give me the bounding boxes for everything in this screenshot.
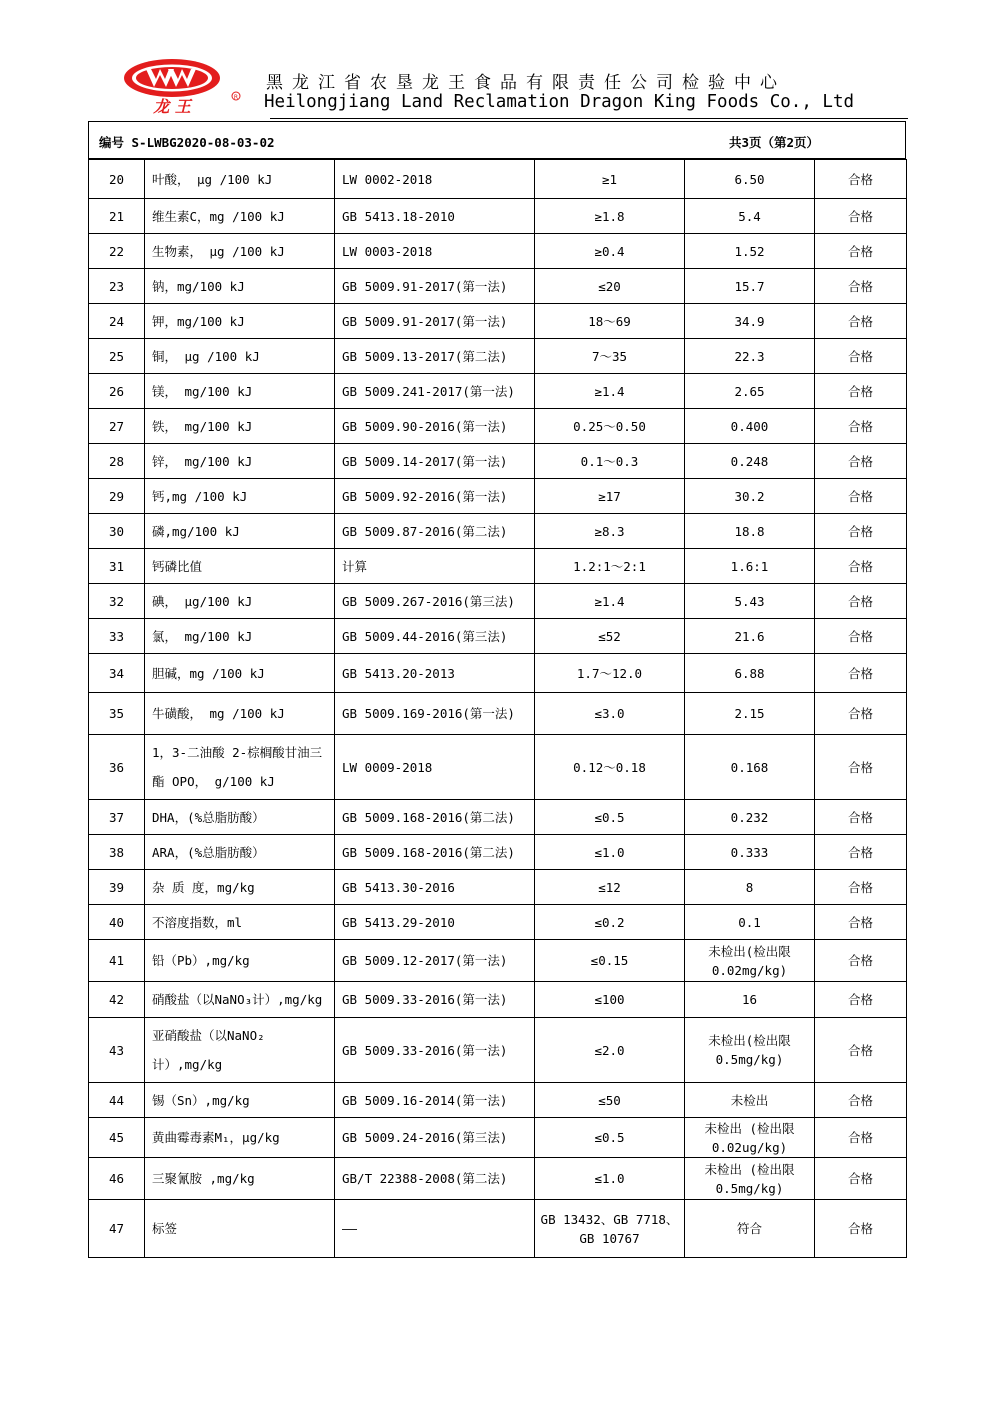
test-method-cell: GB 5413.30-2016 xyxy=(335,870,535,905)
test-item-cell: 三聚氰胺 ,mg/kg xyxy=(145,1158,335,1200)
table-row xyxy=(89,549,907,584)
test-results-body xyxy=(89,160,907,1258)
test-method-cell: GB 5009.91-2017(第一法) xyxy=(335,269,535,304)
conclusion-cell: 合格 xyxy=(815,339,907,374)
logo-text: 龙 王 xyxy=(153,97,191,116)
row-number-cell: 26 xyxy=(89,374,145,409)
conclusion-cell: 合格 xyxy=(815,549,907,584)
report-info-bar xyxy=(88,121,906,159)
test-item-cell: 生物素， μg /100 kJ xyxy=(145,234,335,269)
test-item-cell: 磷,mg/100 kJ xyxy=(145,514,335,549)
test-result-cell: 30.2 xyxy=(685,479,815,514)
company-name-english: Heilongjiang Land Reclamation Dragon King Foods Co., Ltd xyxy=(264,92,855,112)
table-row xyxy=(89,735,907,800)
table-row xyxy=(89,584,907,619)
standard-requirement-cell: ≤0.2 xyxy=(535,905,685,940)
conclusion-cell: 合格 xyxy=(815,940,907,982)
standard-requirement-cell: ≤20 xyxy=(535,269,685,304)
table-row xyxy=(89,1200,907,1258)
test-item-cell: 锡（Sn）,mg/kg xyxy=(145,1083,335,1118)
table-row xyxy=(89,479,907,514)
table-row xyxy=(89,870,907,905)
test-item-cell: 钙磷比值 xyxy=(145,549,335,584)
row-number-cell: 47 xyxy=(89,1200,145,1258)
test-method-cell: GB 5009.169-2016(第一法) xyxy=(335,693,535,735)
row-number-cell: 25 xyxy=(89,339,145,374)
test-item-cell: 牛磺酸， mg /100 kJ xyxy=(145,693,335,735)
table-row xyxy=(89,304,907,339)
test-result-cell: 5.4 xyxy=(685,199,815,234)
test-result-cell: 0.248 xyxy=(685,444,815,479)
test-result-cell: 16 xyxy=(685,982,815,1018)
test-item-cell: 铜， μg /100 kJ xyxy=(145,339,335,374)
conclusion-cell: 合格 xyxy=(815,905,907,940)
test-result-cell: 5.43 xyxy=(685,584,815,619)
standard-requirement-cell: ≤12 xyxy=(535,870,685,905)
standard-requirement-cell: ≥0.4 xyxy=(535,234,685,269)
test-method-cell: GB 5009.241-2017(第一法) xyxy=(335,374,535,409)
test-item-cell: 胆碱，mg /100 kJ xyxy=(145,654,335,693)
row-number-cell: 35 xyxy=(89,693,145,735)
conclusion-cell: 合格 xyxy=(815,479,907,514)
standard-requirement-cell: GB 13432、GB 7718、GB 10767 xyxy=(535,1200,685,1258)
test-item-cell: 铅（Pb）,mg/kg xyxy=(145,940,335,982)
test-result-cell: 未检出(检出限 0.02mg/kg) xyxy=(685,940,815,982)
table-row xyxy=(89,654,907,693)
row-number-cell: 32 xyxy=(89,584,145,619)
test-item-cell: 氯， mg/100 kJ xyxy=(145,619,335,654)
conclusion-cell: 合格 xyxy=(815,409,907,444)
row-number-cell: 21 xyxy=(89,199,145,234)
test-item-cell: 钙,mg /100 kJ xyxy=(145,479,335,514)
table-row xyxy=(89,234,907,269)
test-method-cell: GB 5009.44-2016(第三法) xyxy=(335,619,535,654)
row-number-cell: 41 xyxy=(89,940,145,982)
table-row xyxy=(89,269,907,304)
test-item-cell: 叶酸， μg /100 kJ xyxy=(145,160,335,199)
test-result-cell: 2.15 xyxy=(685,693,815,735)
standard-requirement-cell: ≤3.0 xyxy=(535,693,685,735)
test-result-cell: 0.1 xyxy=(685,905,815,940)
test-result-cell: 6.50 xyxy=(685,160,815,199)
conclusion-cell: 合格 xyxy=(815,693,907,735)
company-name-chinese: 黑龙江省农垦龙王食品有限责任公司检验中心 xyxy=(266,73,786,93)
table-row xyxy=(89,940,907,982)
conclusion-cell: 合格 xyxy=(815,870,907,905)
test-result-cell: 未检出(检出限 0.5mg/kg) xyxy=(685,1018,815,1083)
test-method-cell: LW 0002-2018 xyxy=(335,160,535,199)
test-result-cell: 1.52 xyxy=(685,234,815,269)
conclusion-cell: 合格 xyxy=(815,735,907,800)
test-item-cell: 标签 xyxy=(145,1200,335,1258)
test-result-cell: 0.400 xyxy=(685,409,815,444)
test-method-cell: GB 5009.92-2016(第一法) xyxy=(335,479,535,514)
test-result-cell: 未检出 (检出限 0.02ug/kg) xyxy=(685,1118,815,1158)
standard-requirement-cell: 7～35 xyxy=(535,339,685,374)
test-result-cell: 未检出 (检出限0.5mg/kg) xyxy=(685,1158,815,1200)
conclusion-cell: 合格 xyxy=(815,1083,907,1118)
row-number-cell: 40 xyxy=(89,905,145,940)
standard-requirement-cell: ≤1.0 xyxy=(535,1158,685,1200)
test-item-cell: 钠，mg/100 kJ xyxy=(145,269,335,304)
header-divider xyxy=(270,118,908,119)
standard-requirement-cell: ≥1.4 xyxy=(535,374,685,409)
test-result-cell: 0.333 xyxy=(685,835,815,870)
conclusion-cell: 合格 xyxy=(815,444,907,479)
row-number-cell: 39 xyxy=(89,870,145,905)
conclusion-cell: 合格 xyxy=(815,374,907,409)
row-number-cell: 28 xyxy=(89,444,145,479)
row-number-cell: 24 xyxy=(89,304,145,339)
standard-requirement-cell: 1.7～12.0 xyxy=(535,654,685,693)
standard-requirement-cell: ≥1 xyxy=(535,160,685,199)
test-method-cell: GB 5009.87-2016(第二法) xyxy=(335,514,535,549)
conclusion-cell: 合格 xyxy=(815,1200,907,1258)
standard-requirement-cell: 0.1～0.3 xyxy=(535,444,685,479)
report-number: 编号 S-LWBG2020-08-03-02 xyxy=(99,135,275,150)
conclusion-cell: 合格 xyxy=(815,269,907,304)
conclusion-cell: 合格 xyxy=(815,619,907,654)
row-number-cell: 46 xyxy=(89,1158,145,1200)
test-method-cell: GB 5009.16-2014(第一法) xyxy=(335,1083,535,1118)
row-number-cell: 30 xyxy=(89,514,145,549)
test-result-cell: 1.6:1 xyxy=(685,549,815,584)
test-item-cell: 亚硝酸盐（以NaNO₂ 计）,mg/kg xyxy=(145,1018,335,1083)
row-number-cell: 38 xyxy=(89,835,145,870)
test-result-cell: 8 xyxy=(685,870,815,905)
test-result-cell: 2.65 xyxy=(685,374,815,409)
test-method-cell: GB 5009.168-2016(第二法) xyxy=(335,835,535,870)
test-item-cell: 碘， μg/100 kJ xyxy=(145,584,335,619)
conclusion-cell: 合格 xyxy=(815,654,907,693)
test-item-cell: 硝酸盐（以NaNO₃计）,mg/kg xyxy=(145,982,335,1018)
table-row xyxy=(89,444,907,479)
test-item-cell: 铁， mg/100 kJ xyxy=(145,409,335,444)
test-result-cell: 未检出 xyxy=(685,1083,815,1118)
conclusion-cell: 合格 xyxy=(815,800,907,835)
row-number-cell: 34 xyxy=(89,654,145,693)
row-number-cell: 29 xyxy=(89,479,145,514)
standard-requirement-cell: 0.12～0.18 xyxy=(535,735,685,800)
test-item-cell: DHA，(%总脂肪酸） xyxy=(145,800,335,835)
row-number-cell: 42 xyxy=(89,982,145,1018)
test-item-cell: ARA，(%总脂肪酸） xyxy=(145,835,335,870)
conclusion-cell: 合格 xyxy=(815,304,907,339)
test-item-cell: 镁， mg/100 kJ xyxy=(145,374,335,409)
test-method-cell: LW 0009-2018 xyxy=(335,735,535,800)
standard-requirement-cell: ≥8.3 xyxy=(535,514,685,549)
table-row xyxy=(89,339,907,374)
test-results-table xyxy=(88,159,907,1258)
table-row xyxy=(89,1018,907,1083)
test-item-cell: 维生素C，mg /100 kJ xyxy=(145,199,335,234)
test-method-cell: GB 5009.33-2016(第一法) xyxy=(335,982,535,1018)
test-item-cell: 黄曲霉毒素M₁，μg/kg xyxy=(145,1118,335,1158)
standard-requirement-cell: 0.25～0.50 xyxy=(535,409,685,444)
test-result-cell: 18.8 xyxy=(685,514,815,549)
test-item-cell: 锌， mg/100 kJ xyxy=(145,444,335,479)
conclusion-cell: 合格 xyxy=(815,1118,907,1158)
standard-requirement-cell: ≤2.0 xyxy=(535,1018,685,1083)
test-method-cell: GB 5009.90-2016(第一法) xyxy=(335,409,535,444)
table-row xyxy=(89,905,907,940)
test-item-cell: 杂 质 度，mg/kg xyxy=(145,870,335,905)
conclusion-cell: 合格 xyxy=(815,1158,907,1200)
table-row xyxy=(89,514,907,549)
row-number-cell: 31 xyxy=(89,549,145,584)
row-number-cell: 23 xyxy=(89,269,145,304)
svg-text:R: R xyxy=(233,94,239,101)
standard-requirement-cell: ≤0.5 xyxy=(535,800,685,835)
standard-requirement-cell: ≤50 xyxy=(535,1083,685,1118)
table-row xyxy=(89,409,907,444)
conclusion-cell: 合格 xyxy=(815,160,907,199)
table-row xyxy=(89,1158,907,1200)
row-number-cell: 37 xyxy=(89,800,145,835)
table-row xyxy=(89,374,907,409)
standard-requirement-cell: ≤100 xyxy=(535,982,685,1018)
table-row xyxy=(89,982,907,1018)
test-result-cell: 6.88 xyxy=(685,654,815,693)
conclusion-cell: 合格 xyxy=(815,234,907,269)
table-row xyxy=(89,693,907,735)
row-number-cell: 44 xyxy=(89,1083,145,1118)
standard-requirement-cell: 1.2:1～2:1 xyxy=(535,549,685,584)
page-indicator: 共3页（第2页） xyxy=(728,135,819,150)
test-method-cell: GB 5413.20-2013 xyxy=(335,654,535,693)
test-result-cell: 0.168 xyxy=(685,735,815,800)
standard-requirement-cell: ≤1.0 xyxy=(535,835,685,870)
row-number-cell: 36 xyxy=(89,735,145,800)
test-method-cell: GB/T 22388-2008(第二法) xyxy=(335,1158,535,1200)
table-row xyxy=(89,1118,907,1158)
conclusion-cell: 合格 xyxy=(815,199,907,234)
test-method-cell: GB 5009.12-2017(第一法) xyxy=(335,940,535,982)
test-method-cell: GB 5009.13-2017(第二法) xyxy=(335,339,535,374)
test-method-cell: GB 5413.29-2010 xyxy=(335,905,535,940)
test-method-cell: GB 5009.33-2016(第一法) xyxy=(335,1018,535,1083)
standard-requirement-cell: ≥1.8 xyxy=(535,199,685,234)
table-row xyxy=(89,835,907,870)
row-number-cell: 20 xyxy=(89,160,145,199)
row-number-cell: 27 xyxy=(89,409,145,444)
test-method-cell: GB 5009.24-2016(第三法) xyxy=(335,1118,535,1158)
test-result-cell: 符合 xyxy=(685,1200,815,1258)
standard-requirement-cell: ≤0.15 xyxy=(535,940,685,982)
test-method-cell: GB 5009.168-2016(第二法) xyxy=(335,800,535,835)
test-method-cell: LW 0003-2018 xyxy=(335,234,535,269)
row-number-cell: 45 xyxy=(89,1118,145,1158)
conclusion-cell: 合格 xyxy=(815,1018,907,1083)
table-row xyxy=(89,199,907,234)
test-method-cell: GB 5009.267-2016(第三法) xyxy=(335,584,535,619)
conclusion-cell: 合格 xyxy=(815,835,907,870)
test-item-cell: 钾，mg/100 kJ xyxy=(145,304,335,339)
test-method-cell: GB 5009.14-2017(第一法) xyxy=(335,444,535,479)
standard-requirement-cell: 18～69 xyxy=(535,304,685,339)
test-result-cell: 22.3 xyxy=(685,339,815,374)
test-item-cell: 1，3-二油酸 2-棕榈酸甘油三酯 OPO， g/100 kJ xyxy=(145,735,335,800)
row-number-cell: 33 xyxy=(89,619,145,654)
row-number-cell: 22 xyxy=(89,234,145,269)
test-result-cell: 34.9 xyxy=(685,304,815,339)
conclusion-cell: 合格 xyxy=(815,584,907,619)
test-result-cell: 21.6 xyxy=(685,619,815,654)
test-method-cell: GB 5009.91-2017(第一法) xyxy=(335,304,535,339)
test-result-cell: 0.232 xyxy=(685,800,815,835)
conclusion-cell: 合格 xyxy=(815,982,907,1018)
standard-requirement-cell: ≤0.5 xyxy=(535,1118,685,1158)
table-row xyxy=(89,160,907,199)
dragon-king-logo-icon xyxy=(118,56,244,116)
test-result-cell: 15.7 xyxy=(685,269,815,304)
standard-requirement-cell: ≥1.4 xyxy=(535,584,685,619)
table-row xyxy=(89,1083,907,1118)
document-header xyxy=(118,56,878,120)
test-method-cell: —— xyxy=(335,1200,535,1258)
table-row xyxy=(89,800,907,835)
row-number-cell: 43 xyxy=(89,1018,145,1083)
conclusion-cell: 合格 xyxy=(815,514,907,549)
table-row xyxy=(89,619,907,654)
standard-requirement-cell: ≥17 xyxy=(535,479,685,514)
test-item-cell: 不溶度指数，ml xyxy=(145,905,335,940)
standard-requirement-cell: ≤52 xyxy=(535,619,685,654)
test-method-cell: GB 5413.18-2010 xyxy=(335,199,535,234)
test-method-cell: 计算 xyxy=(335,549,535,584)
